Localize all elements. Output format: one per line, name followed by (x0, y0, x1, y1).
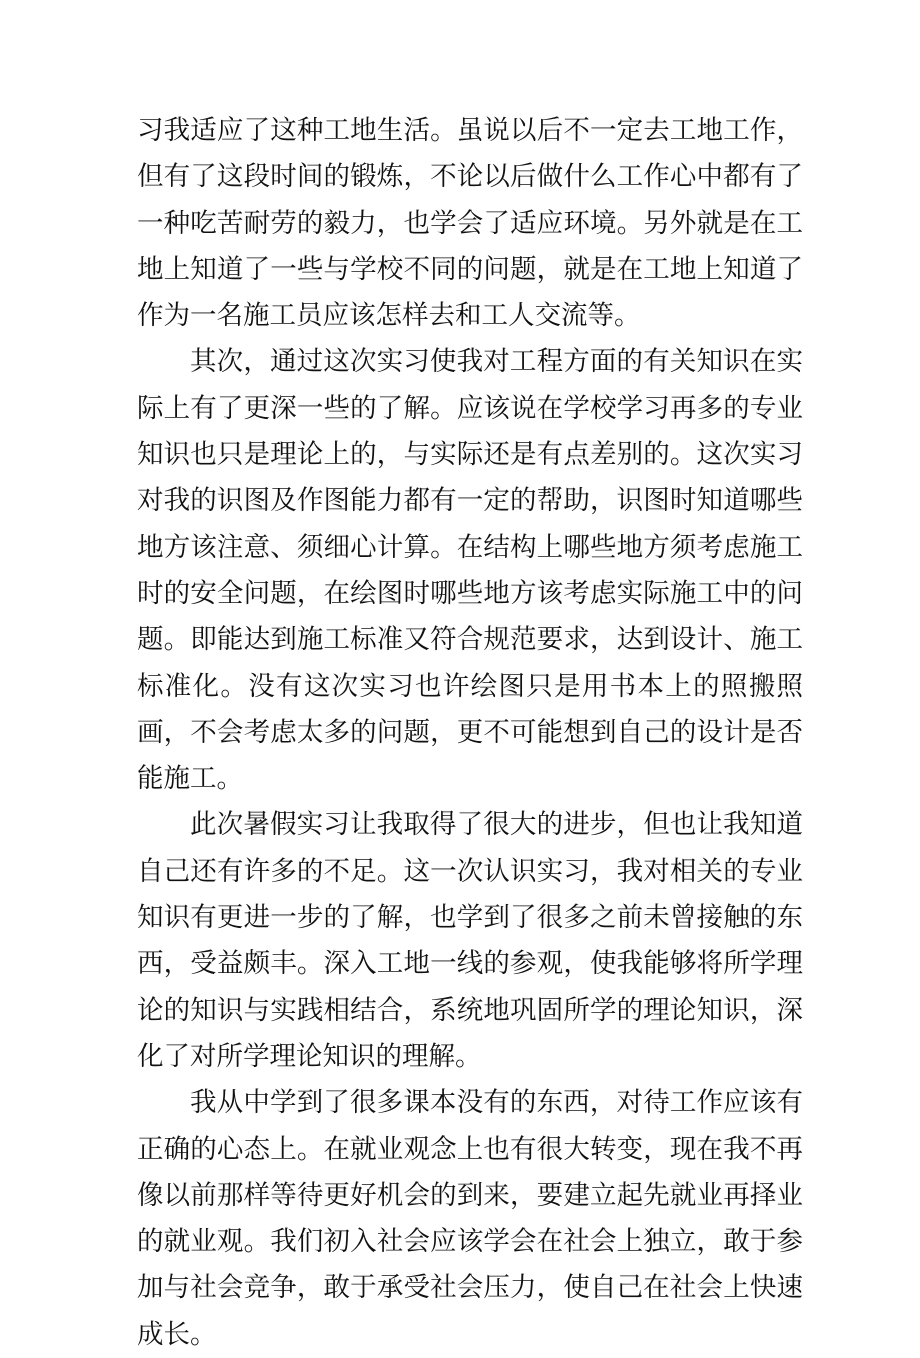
paragraph-3: 此次暑假实习让我取得了很大的进步，但也让我知道自己还有许多的不足。这一次认识实习，我对相关的专业知识有更进一步的了解，也学到了很多之前未曾接触的东西，受益颇丰。深入工地一线的参观，使我能够将所学理论的知识与实践相结合，系统地巩固所学的理论知识，深化了对所学理论知识的理解。 (137, 809, 803, 1072)
paragraph-2: 其次，通过这次实习使我对工程方面的有关知识在实际上有了更深一些的了解。应该说在学校学习再多的专业知识也只是理论上的，与实际还是有点差别的。这次实习对我的识图及作图能力都有一定的帮助，识图时知道哪些地方该注意、须细心计算。在结构上哪些地方须考虑施工时的安全问题，在绘图时哪些地方该考虑实际施工中的问题。即能达到施工标准又符合规范要求，达到设计、施工标准化。没有这次实习也许绘图只是用书本上的照搬照画，不会考虑太多的问题，更不可能想到自己的设计是否能施工。 (137, 346, 803, 795)
paragraph-4: 我从中学到了很多课本没有的东西，对待工作应该有正确的心态上。在就业观念上也有很大转变，现在我不再像以前那样等待更好机会的到来，要建立起先就业再择业的就业观。我们初入社会应该学会在社会上独立，敢于参加与社会竞争，敢于承受社会压力，使自己在社会上快速成长。 (137, 1087, 803, 1350)
document-body (137, 108, 803, 1358)
paragraph-1: 习我适应了这种工地生活。虽说以后不一定去工地工作，但有了这段时间的锻炼，不论以后做什么工作心中都有了一种吃苦耐劳的毅力，也学会了适应环境。另外就是在工地上知道了一些与学校不同的问题，就是在工地上知道了作为一名施工员应该怎样去和工人交流等。 (137, 115, 803, 332)
